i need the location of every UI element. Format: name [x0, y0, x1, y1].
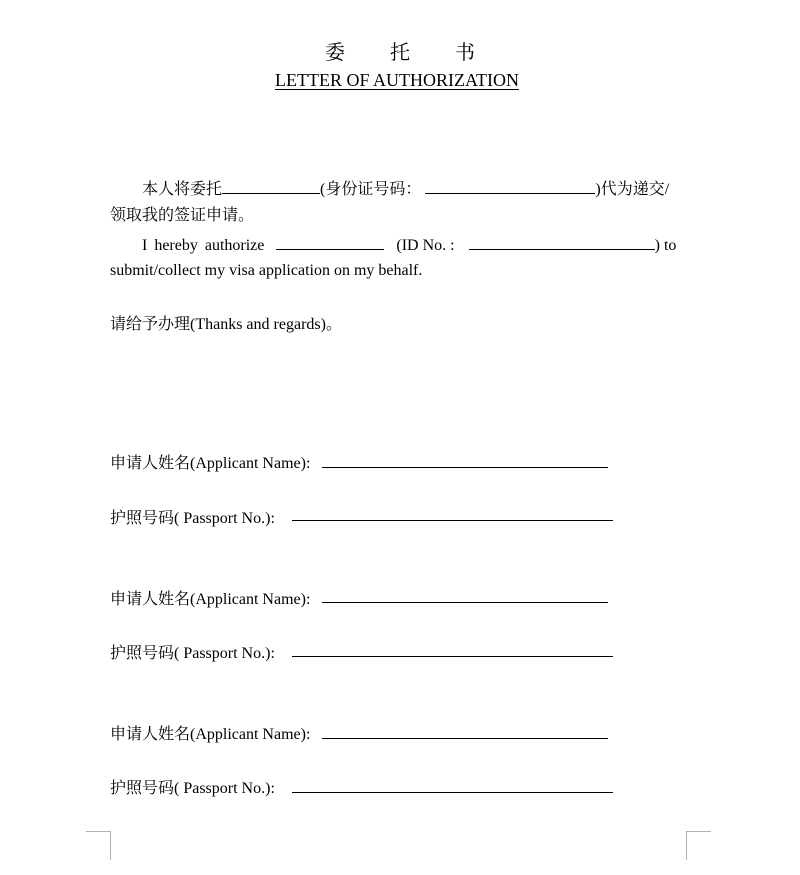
trustee-name-blank-cn[interactable] [222, 178, 320, 194]
body-en-part2: (ID No. : [396, 237, 455, 254]
passport-number-label: 护照号码( Passport No.): [110, 510, 275, 527]
applicant-name-label: 申请人姓名(Applicant Name): [110, 726, 311, 743]
margin-corner-mark-left [86, 831, 111, 860]
body-en-part1: I hereby authorize [142, 237, 265, 254]
document-title-en [0, 70, 794, 91]
body-cn-part2: (身份证号码： [320, 181, 422, 198]
body-cn-line1 [142, 178, 669, 200]
body-en-part3: ) to [654, 237, 677, 254]
applicant-name-field[interactable] [322, 602, 608, 603]
document-title-en-text: LETTER OF AUTHORIZATION [275, 70, 519, 90]
applicant-name-label: 申请人姓名(Applicant Name): [110, 591, 311, 608]
passport-number-field[interactable] [292, 656, 613, 657]
passport-number-field[interactable] [292, 792, 613, 793]
body-cn-part3: )代为递交/ [595, 181, 670, 198]
document-title-cn: 委 托 书 [325, 42, 495, 64]
body-cn-part1: 本人将委托 [142, 181, 223, 198]
closing-text: 请给予办理(Thanks and regards)。 [110, 316, 342, 333]
applicant-name-field[interactable] [322, 467, 608, 468]
passport-number-label: 护照号码( Passport No.): [110, 645, 275, 662]
trustee-name-blank-en[interactable] [276, 234, 384, 250]
body-en-line2: submit/collect my visa application on my behalf. [110, 262, 423, 279]
passport-number-field[interactable] [292, 520, 613, 521]
id-number-blank-en[interactable] [469, 234, 655, 250]
margin-corner-mark-right [686, 831, 711, 860]
passport-number-label: 护照号码( Passport No.): [110, 780, 275, 797]
id-number-blank-cn[interactable] [425, 178, 595, 194]
applicant-name-label: 申请人姓名(Applicant Name): [110, 455, 311, 472]
body-cn-line2: 领取我的签证申请。 [110, 207, 255, 224]
applicant-name-field[interactable] [322, 738, 608, 739]
body-en-line1 [142, 234, 676, 256]
